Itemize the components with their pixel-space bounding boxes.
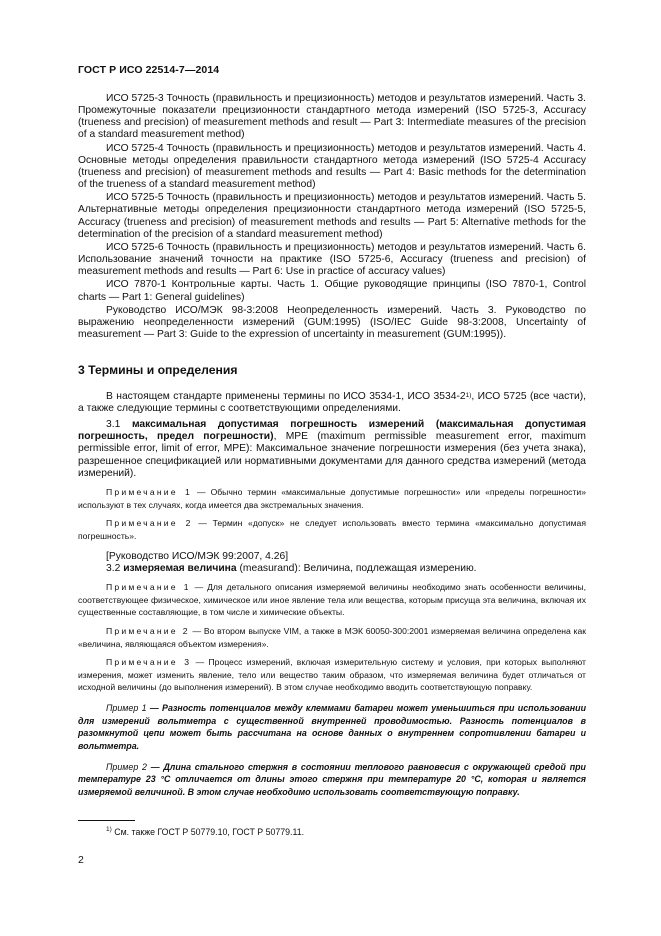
term-number: 3.2 bbox=[106, 562, 124, 574]
footnote-text: См. также ГОСТ Р 50779.10, ГОСТ Р 50779.11. bbox=[114, 827, 305, 837]
example-text: — Длина стального стержня в состоянии теплового равновесия с окружающей средой при температуре 23 °С отличается от длины этого стержня при температуре 20 °С, которая и является измеряемой величиной. В этом случае необходимо использовать соответствующую поправку. bbox=[78, 761, 586, 798]
page-number: 2 bbox=[78, 854, 84, 866]
term-3-2-example-1 bbox=[78, 702, 586, 753]
term-3-1-source: [Руководство ИСО/МЭК 99:2007, 4.26] bbox=[106, 550, 289, 562]
reference-iso-5725-3: ИСО 5725-3 Точность (правильность и прецизионность) методов и результатов измерений. Часть 3. Промежуточные показатели прецизионности стандартного метода измерений (ISO 5725-3, Accuracy (trueness and precision) of measurement methods and result — Part 3: Intermediate measures of the precision of a standard measurement method) bbox=[78, 93, 586, 141]
term-name: максимальная допустимая погрешность измерений (максимальная допустимая погрешность, предел погрешности) bbox=[78, 418, 587, 443]
term-3-2-note-2 bbox=[78, 625, 586, 650]
term-3-1 bbox=[78, 419, 586, 480]
note-label: Примечание 1 bbox=[106, 487, 192, 498]
example-label: Пример 2 bbox=[106, 761, 147, 772]
example-label: Пример 1 bbox=[106, 702, 147, 713]
term-3-1-note-2 bbox=[78, 517, 586, 542]
footnote bbox=[106, 827, 304, 837]
note-label: Примечание 3 bbox=[106, 657, 192, 668]
note-text: — Во втором выпуске VIM, а также в МЭК 60050-300:2001 измеряемая величина определена как «величина, являющаяся объектом измерения». bbox=[78, 625, 587, 649]
note-label: Примечание 1 bbox=[106, 582, 191, 593]
term-3-2-example-2 bbox=[78, 761, 586, 799]
footnote-mark: 1) bbox=[106, 826, 112, 833]
section-intro bbox=[78, 391, 586, 416]
example-text: — Разность потенциалов между клеммами батареи может уменьшиться при использовании для измерений вольтметра с существенной внутренней проводимостью. Разность потенциалов в разомкнутой цепи может быть рассчитана на основе данных о внутреннем сопротивлении батареи и вольтметра. bbox=[78, 702, 586, 752]
note-label: Примечание 2 bbox=[106, 518, 193, 529]
note-text: — Обычно термин «максимальные допустимые погрешности» или «пределы погрешности» используют в тех случаях, когда имеется два экстремальных значения. bbox=[78, 487, 586, 510]
section-heading: 3 Термины и определения bbox=[78, 363, 238, 378]
reference-iso-5725-4: ИСО 5725-4 Точность (правильность и прецизионность) методов и результатов измерений. Часть 4. Основные методы определения правильности стандартного метода измерений (ISO 5725-4 Accuracy (trueness and precision) of measurement methods and results — Part 4: Basic methods for the determination of the trueness of a standard measurement method) bbox=[78, 142, 586, 191]
reference-iso-iec-guide-98-3: Руководство ИСО/МЭК 98-3:2008 Неопределенность измерений. Часть 3. Руководство по выражению неопределенности измерений (GUM:1995) (ISO/IEC Guide 98-3:2008, Uncertainty of measurement — Part 3: Guide to the expression of uncertainty in measurement (GUM:1995)). bbox=[78, 304, 586, 340]
term-3-2-note-1 bbox=[78, 581, 586, 619]
term-definition: , MPE (maximum permissible measurement error, maximum permissible error, limit of error, MPE): Максимальное значение погрешности измерения (без учета знака), разрешенное спецификацией или нормативными документами для данного средства измерений (метода измерений). bbox=[78, 431, 586, 479]
term-3-2 bbox=[78, 563, 586, 575]
footnote-divider bbox=[78, 820, 135, 821]
reference-iso-5725-5: ИСО 5725-5 Точность (правильность и прецизионность) методов и результатов измерений. Часть 5. Альтернативные методы определения прецизионности стандартного метода измерений (ISO 5725-5, Accuracy (trueness and precision) of measurement methods and results — Part 5: Alternative methods for the determination of the precision of a standard measurement method) bbox=[78, 192, 586, 240]
note-label: Примечание 2 bbox=[106, 625, 190, 636]
term-name: измеряемая величина bbox=[123, 562, 237, 574]
note-text: — Термин «допуск» не следует использовать вместо термина «максимально допустимая погрешность». bbox=[78, 518, 586, 541]
reference-iso-7870-1: ИСО 7870-1 Контрольные карты. Часть 1. Общие руководящие принципы (ISO 7870-1, Control charts — Part 1: General guidelines) bbox=[78, 279, 586, 303]
footnote-ref: 1) bbox=[465, 392, 472, 400]
intro-text-b: , ИСО 5725 (все части), а также следующие термины с соответствующими определениями. bbox=[78, 391, 586, 415]
reference-iso-5725-6: ИСО 5725-6 Точность (правильность и прецизионность) методов и результатов измерений. Часть 6. Использование значений точности на практике (ISO 5725-6, Accuracy (trueness and precision) of measurement methods and results — Part 6: Use in practice of accuracy values) bbox=[78, 241, 586, 278]
intro-text-a: В настоящем стандарте применены термины по ИСО 3534-1, ИСО 3534-2 bbox=[106, 391, 466, 403]
note-text: — Процесс измерений, включая измерительную систему и условия, при которых выполняют измерения, может изменить явление, тело или вещество таким образом, что измеряемая величина будет отличаться от исходной величины (до выполнения измерений). В этом случае необходимо вводить соответствующую поправку. bbox=[78, 657, 586, 693]
document-header: ГОСТ Р ИСО 22514-7—2014 bbox=[78, 64, 220, 76]
note-text: — Для детального описания измеряемой величины необходимо знать особенности величины, соответствующее физическое, химическое или иное явление тела или вещества, которым присуща эта величина, включая их существенные составляющие, в том числе и химические объекты. bbox=[78, 582, 586, 618]
term-3-2-note-3 bbox=[78, 656, 586, 694]
document-body bbox=[78, 93, 586, 801]
term-number: 3.1 bbox=[106, 418, 132, 430]
term-3-1-note-1 bbox=[78, 486, 586, 511]
term-definition: (measurand): Величина, подлежащая измерению. bbox=[236, 562, 477, 574]
